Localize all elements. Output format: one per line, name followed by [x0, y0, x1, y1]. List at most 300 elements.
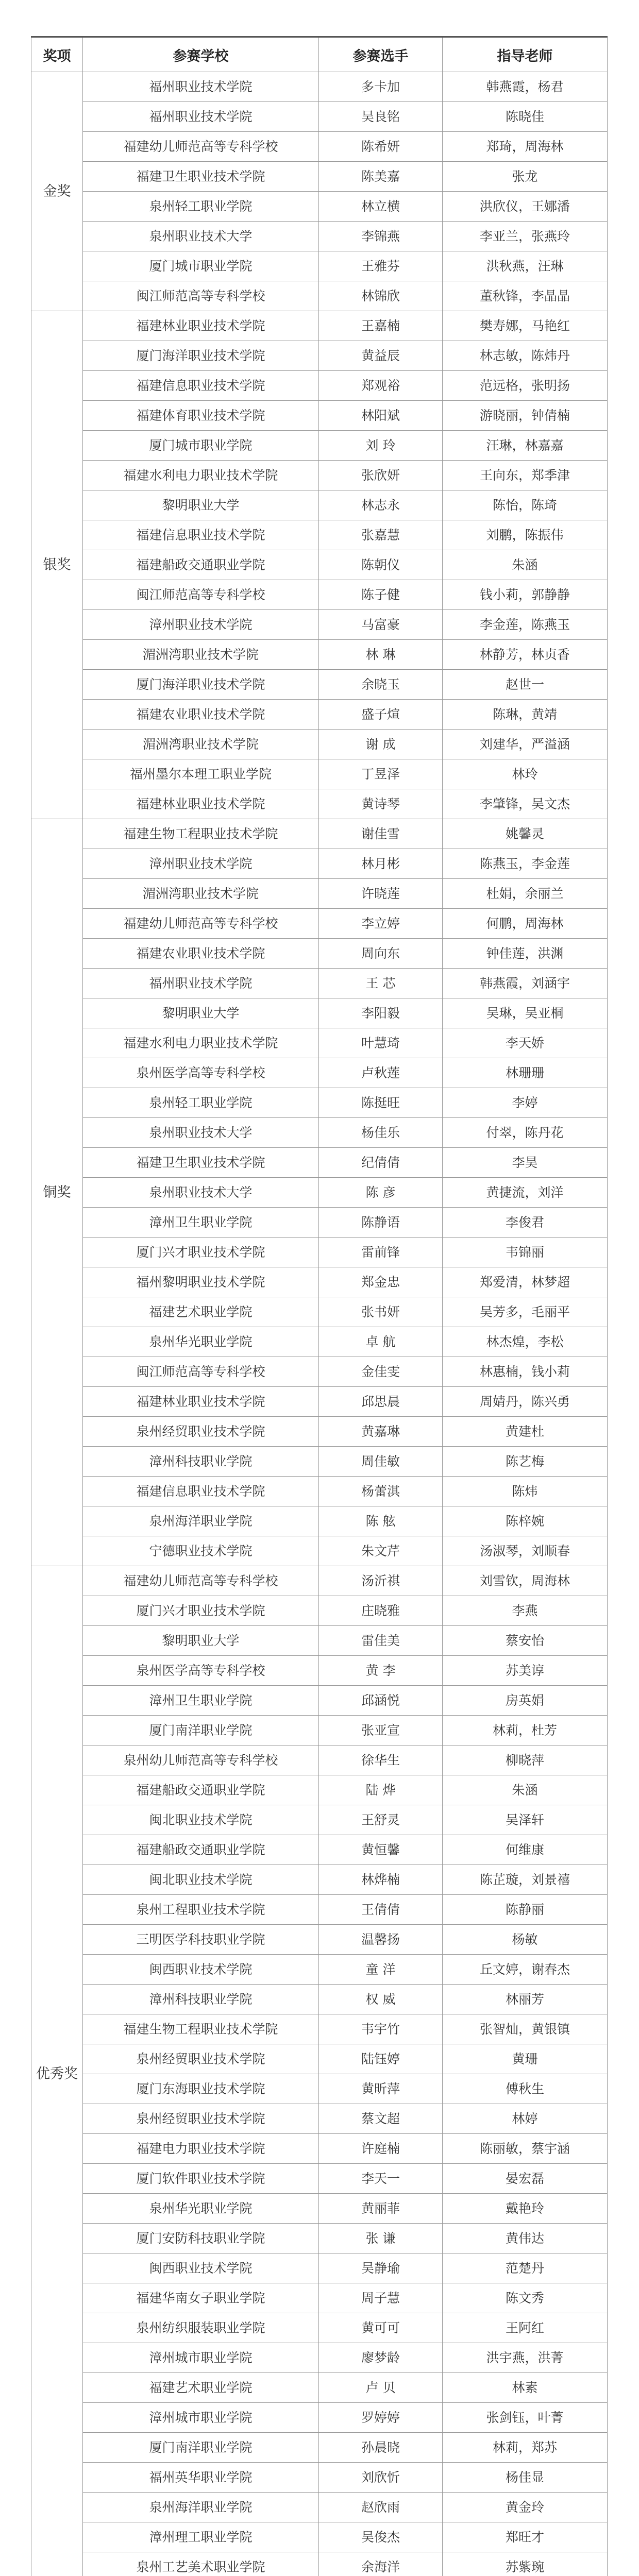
award-level-cell: 银奖 — [31, 311, 83, 819]
student-cell: 李立婷 — [319, 909, 443, 939]
student-cell: 林立横 — [319, 192, 443, 222]
table-row — [31, 1118, 608, 1148]
teacher-cell: 陈文秀 — [443, 2283, 608, 2313]
school-cell: 福建卫生职业技术学院 — [83, 162, 319, 192]
teacher-cell: 郑琦，周海林 — [443, 132, 608, 162]
school-cell: 福建生物工程职业技术学院 — [83, 819, 319, 849]
student-cell: 陈朝仪 — [319, 550, 443, 580]
student-cell: 卢秋莲 — [319, 1058, 443, 1088]
table-row — [31, 1596, 608, 1626]
table-row — [31, 879, 608, 909]
student-cell: 卢 贝 — [319, 2373, 443, 2403]
student-cell: 黄丽菲 — [319, 2194, 443, 2224]
table-row — [31, 1895, 608, 1925]
award-level-cell: 金奖 — [31, 72, 83, 311]
school-cell: 厦门南洋职业学院 — [83, 2433, 319, 2463]
school-cell: 闽西职业技术学院 — [83, 1955, 319, 1985]
student-cell: 韦宇竹 — [319, 2014, 443, 2044]
school-cell: 漳州科技职业学院 — [83, 1985, 319, 2014]
teacher-cell: 李金莲，陈燕玉 — [443, 610, 608, 640]
teacher-cell: 何鹏，周海林 — [443, 909, 608, 939]
school-cell: 泉州职业技术大学 — [83, 222, 319, 251]
table-row — [31, 2164, 608, 2194]
school-cell: 福建电力职业技术学院 — [83, 2134, 319, 2164]
teacher-cell: 陈静丽 — [443, 1895, 608, 1925]
student-cell: 吴良铭 — [319, 102, 443, 132]
table-row — [31, 2014, 608, 2044]
teacher-cell: 黄捷流，刘洋 — [443, 1178, 608, 1208]
teacher-cell: 韩燕霞，刘涵宇 — [443, 969, 608, 998]
school-cell: 福州职业技术学院 — [83, 102, 319, 132]
table-row — [31, 2253, 608, 2283]
table-row — [31, 789, 608, 819]
table-row — [31, 2134, 608, 2164]
student-cell: 雷佳美 — [319, 1626, 443, 1656]
school-cell: 福建农业职业技术学院 — [83, 700, 319, 730]
student-cell: 王舒灵 — [319, 1805, 443, 1835]
award-level-cell: 铜奖 — [31, 819, 83, 1566]
teacher-cell: 朱涵 — [443, 1775, 608, 1805]
table-row — [31, 939, 608, 969]
student-cell: 陈子健 — [319, 580, 443, 610]
table-row — [31, 550, 608, 580]
teacher-cell: 陈艺梅 — [443, 1447, 608, 1477]
school-cell: 厦门东海职业技术学院 — [83, 2074, 319, 2104]
student-cell: 林烨楠 — [319, 1865, 443, 1895]
school-cell: 泉州海洋职业学院 — [83, 1506, 319, 1536]
table-row — [31, 520, 608, 550]
table-row — [31, 969, 608, 998]
awards-table — [31, 36, 608, 2576]
school-cell: 厦门安防科技职业学院 — [83, 2224, 319, 2253]
table-row — [31, 700, 608, 730]
school-cell: 闽江师范高等专科学校 — [83, 1357, 319, 1387]
school-cell: 闽江师范高等专科学校 — [83, 580, 319, 610]
student-cell: 周向东 — [319, 939, 443, 969]
table-row — [31, 1327, 608, 1357]
school-cell: 福建生物工程职业技术学院 — [83, 2014, 319, 2044]
table-row — [31, 610, 608, 640]
student-cell: 雷前锋 — [319, 1238, 443, 1267]
student-cell: 黄恒馨 — [319, 1835, 443, 1865]
school-cell: 闽西职业技术学院 — [83, 2253, 319, 2283]
school-cell: 福建水利电力职业技术学院 — [83, 461, 319, 490]
student-cell: 盛子煊 — [319, 700, 443, 730]
table-row — [31, 730, 608, 759]
teacher-cell: 王向东，郑季津 — [443, 461, 608, 490]
student-cell: 张欣妍 — [319, 461, 443, 490]
student-cell: 谢佳雪 — [319, 819, 443, 849]
table-row — [31, 1716, 608, 1745]
student-cell: 王嘉楠 — [319, 311, 443, 341]
school-cell: 泉州轻工职业学院 — [83, 1088, 319, 1118]
teacher-cell: 林丽芳 — [443, 1985, 608, 2014]
school-cell: 福建水利电力职业技术学院 — [83, 1028, 319, 1058]
school-cell: 厦门南洋职业学院 — [83, 1716, 319, 1745]
teacher-cell: 朱涵 — [443, 550, 608, 580]
table-row — [31, 162, 608, 192]
teacher-cell: 杜娟，余丽兰 — [443, 879, 608, 909]
school-cell: 漳州城市职业学院 — [83, 2403, 319, 2433]
teacher-cell: 李天娇 — [443, 1028, 608, 1058]
school-cell: 泉州纺织服装职业学院 — [83, 2313, 319, 2343]
school-cell: 福建幼儿师范高等专科学校 — [83, 909, 319, 939]
student-cell: 赵欣雨 — [319, 2493, 443, 2522]
teacher-cell: 李燕 — [443, 1596, 608, 1626]
student-cell: 庄晓雅 — [319, 1596, 443, 1626]
school-cell: 泉州经贸职业技术学院 — [83, 2044, 319, 2074]
student-cell: 杨佳乐 — [319, 1118, 443, 1148]
school-cell: 湄洲湾职业技术学院 — [83, 730, 319, 759]
header-row — [31, 37, 608, 72]
table-row — [31, 1955, 608, 1985]
student-cell: 周佳敏 — [319, 1447, 443, 1477]
teacher-cell: 蔡安怡 — [443, 1626, 608, 1656]
school-cell: 泉州工程职业技术学院 — [83, 1895, 319, 1925]
student-cell: 徐华生 — [319, 1745, 443, 1775]
teacher-cell: 董秋锋，李晶晶 — [443, 281, 608, 311]
student-cell: 权 威 — [319, 1985, 443, 2014]
teacher-cell: 林玲 — [443, 759, 608, 789]
teacher-cell: 李俊君 — [443, 1208, 608, 1238]
teacher-cell: 林杰煌，李松 — [443, 1327, 608, 1357]
table-row — [31, 2343, 608, 2373]
school-cell: 福建林业职业技术学院 — [83, 311, 319, 341]
teacher-cell: 刘建华，严溢涵 — [443, 730, 608, 759]
student-cell: 林月彬 — [319, 849, 443, 879]
school-cell: 福建农业职业技术学院 — [83, 939, 319, 969]
teacher-cell: 丘文婷，谢春杰 — [443, 1955, 608, 1985]
student-cell: 余海洋 — [319, 2552, 443, 2576]
student-cell: 张书妍 — [319, 1297, 443, 1327]
student-cell: 李锦燕 — [319, 222, 443, 251]
table-row — [31, 371, 608, 401]
student-cell: 黄益辰 — [319, 341, 443, 371]
school-cell: 福建幼儿师范高等专科学校 — [83, 1566, 319, 1596]
teacher-cell: 赵世一 — [443, 670, 608, 700]
teacher-cell: 戴艳玲 — [443, 2194, 608, 2224]
school-cell: 厦门兴才职业技术学院 — [83, 1238, 319, 1267]
school-cell: 福州墨尔本理工职业学院 — [83, 759, 319, 789]
student-cell: 马富豪 — [319, 610, 443, 640]
student-cell: 郑观裕 — [319, 371, 443, 401]
teacher-cell: 李婷 — [443, 1088, 608, 1118]
school-cell: 泉州职业技术大学 — [83, 1178, 319, 1208]
table-row — [31, 1148, 608, 1178]
teacher-cell: 姚馨灵 — [443, 819, 608, 849]
table-row — [31, 1028, 608, 1058]
school-cell: 泉州海洋职业学院 — [83, 2493, 319, 2522]
student-cell: 黄嘉琳 — [319, 1417, 443, 1447]
school-cell: 厦门软件职业技术学院 — [83, 2164, 319, 2194]
school-cell: 漳州科技职业学院 — [83, 1447, 319, 1477]
teacher-cell: 苏美谆 — [443, 1656, 608, 1686]
teacher-cell: 何维康 — [443, 1835, 608, 1865]
table-row — [31, 1357, 608, 1387]
table-row — [31, 431, 608, 461]
student-cell: 刘 玲 — [319, 431, 443, 461]
table-row — [31, 998, 608, 1028]
table-row — [31, 1985, 608, 2014]
teacher-cell: 房英娟 — [443, 1686, 608, 1716]
school-cell: 福建信息职业技术学院 — [83, 371, 319, 401]
teacher-cell: 陈怡，陈琦 — [443, 490, 608, 520]
student-cell: 张 谦 — [319, 2224, 443, 2253]
teacher-cell: 陈丽敏，蔡宇涵 — [443, 2134, 608, 2164]
teacher-cell: 林志敏，陈炜丹 — [443, 341, 608, 371]
school-cell: 泉州轻工职业学院 — [83, 192, 319, 222]
school-cell: 泉州医学高等专科学校 — [83, 1058, 319, 1088]
table-row — [31, 490, 608, 520]
school-cell: 福州黎明职业技术学院 — [83, 1267, 319, 1297]
student-cell: 廖梦龄 — [319, 2343, 443, 2373]
table-row — [31, 1805, 608, 1835]
teacher-cell: 林珊珊 — [443, 1058, 608, 1088]
student-cell: 黄可可 — [319, 2313, 443, 2343]
student-cell: 谢 成 — [319, 730, 443, 759]
table-row — [31, 640, 608, 670]
student-cell: 蔡文超 — [319, 2104, 443, 2134]
student-cell: 林阳斌 — [319, 401, 443, 431]
school-cell: 漳州城市职业学院 — [83, 2343, 319, 2373]
student-cell: 黄 李 — [319, 1656, 443, 1686]
school-cell: 厦门城市职业学院 — [83, 251, 319, 281]
school-cell: 漳州职业技术学院 — [83, 849, 319, 879]
school-cell: 漳州卫生职业学院 — [83, 1208, 319, 1238]
teacher-cell: 吴芳多，毛丽平 — [443, 1297, 608, 1327]
teacher-cell: 刘鹏，陈振伟 — [443, 520, 608, 550]
table-row — [31, 759, 608, 789]
school-cell: 福州英华职业学院 — [83, 2463, 319, 2493]
student-cell: 黄昕萍 — [319, 2074, 443, 2104]
student-cell: 王雅芬 — [319, 251, 443, 281]
teacher-cell: 张智灿，黄银镇 — [443, 2014, 608, 2044]
school-cell: 福建艺术职业学院 — [83, 1297, 319, 1327]
table-row — [31, 849, 608, 879]
teacher-cell: 林莉，杜芳 — [443, 1716, 608, 1745]
table-row — [31, 1297, 608, 1327]
table-row — [31, 1835, 608, 1865]
school-cell: 福建船政交通职业学院 — [83, 1775, 319, 1805]
teacher-cell: 范楚丹 — [443, 2253, 608, 2283]
student-cell: 林志永 — [319, 490, 443, 520]
table-row — [31, 1686, 608, 1716]
table-row — [31, 1477, 608, 1506]
table-row — [31, 2552, 608, 2576]
teacher-cell: 郑旺才 — [443, 2522, 608, 2552]
table-row — [31, 2522, 608, 2552]
student-cell: 李天一 — [319, 2164, 443, 2194]
table-row — [31, 1925, 608, 1955]
teacher-cell: 林莉，郑苏 — [443, 2433, 608, 2463]
table-row — [31, 1417, 608, 1447]
teacher-cell: 张剑钰，叶菁 — [443, 2403, 608, 2433]
teacher-cell: 钟佳莲，洪渊 — [443, 939, 608, 969]
table-row — [31, 1208, 608, 1238]
student-cell: 陈美嘉 — [319, 162, 443, 192]
school-cell: 泉州华光职业学院 — [83, 1327, 319, 1357]
teacher-cell: 吴泽轩 — [443, 1805, 608, 1835]
table-row — [31, 2433, 608, 2463]
table-row — [31, 819, 608, 849]
student-cell: 汤沂祺 — [319, 1566, 443, 1596]
school-cell: 福建船政交通职业学院 — [83, 1835, 319, 1865]
table-row — [31, 670, 608, 700]
table-row — [31, 251, 608, 281]
school-cell: 漳州理工职业学院 — [83, 2522, 319, 2552]
student-cell: 金佳雯 — [319, 1357, 443, 1387]
teacher-cell: 黄建杜 — [443, 1417, 608, 1447]
school-cell: 黎明职业大学 — [83, 490, 319, 520]
header-school: 参赛学校 — [83, 37, 319, 72]
school-cell: 福建幼儿师范高等专科学校 — [83, 132, 319, 162]
school-cell: 福建信息职业技术学院 — [83, 1477, 319, 1506]
teacher-cell: 洪欣仪，王娜潘 — [443, 192, 608, 222]
student-cell: 陆 烨 — [319, 1775, 443, 1805]
table-row — [31, 102, 608, 132]
table-row — [31, 461, 608, 490]
table-row — [31, 1775, 608, 1805]
student-cell: 吴静瑜 — [319, 2253, 443, 2283]
school-cell: 福建体育职业技术学院 — [83, 401, 319, 431]
teacher-cell: 李亚兰，张燕玲 — [443, 222, 608, 251]
table-row — [31, 2463, 608, 2493]
teacher-cell: 汪琳，林嘉嘉 — [443, 431, 608, 461]
teacher-cell: 苏紫琬 — [443, 2552, 608, 2576]
student-cell: 张亚宣 — [319, 1716, 443, 1745]
table-row — [31, 2074, 608, 2104]
student-cell: 孙晨晓 — [319, 2433, 443, 2463]
student-cell: 陈静语 — [319, 1208, 443, 1238]
teacher-cell: 林婷 — [443, 2104, 608, 2134]
student-cell: 许庭楠 — [319, 2134, 443, 2164]
table-row — [31, 2194, 608, 2224]
teacher-cell: 陈梓婉 — [443, 1506, 608, 1536]
student-cell: 林 琳 — [319, 640, 443, 670]
table-row — [31, 2403, 608, 2433]
table-row — [31, 1178, 608, 1208]
teacher-cell: 林静芳，林贞香 — [443, 640, 608, 670]
teacher-cell: 付翠，陈丹花 — [443, 1118, 608, 1148]
school-cell: 福州职业技术学院 — [83, 72, 319, 102]
teacher-cell: 洪宇燕，洪菁 — [443, 2343, 608, 2373]
table-row — [31, 2493, 608, 2522]
student-cell: 李阳毅 — [319, 998, 443, 1028]
teacher-cell: 陈燕玉，李金莲 — [443, 849, 608, 879]
student-cell: 陈挺旺 — [319, 1088, 443, 1118]
teacher-cell: 韩燕霞，杨君 — [443, 72, 608, 102]
school-cell: 泉州经贸职业技术学院 — [83, 2104, 319, 2134]
school-cell: 黎明职业大学 — [83, 998, 319, 1028]
teacher-cell: 杨敏 — [443, 1925, 608, 1955]
school-cell: 湄洲湾职业技术学院 — [83, 879, 319, 909]
teacher-cell: 郑爱清，林梦超 — [443, 1267, 608, 1297]
school-cell: 泉州幼儿师范高等专科学校 — [83, 1745, 319, 1775]
table-row — [31, 1447, 608, 1477]
student-cell: 朱文芹 — [319, 1536, 443, 1566]
results-sheet — [31, 36, 607, 2576]
teacher-cell: 柳晓萍 — [443, 1745, 608, 1775]
teacher-cell: 陈晓佳 — [443, 102, 608, 132]
school-cell: 三明医学科技职业学院 — [83, 1925, 319, 1955]
student-cell: 黄诗琴 — [319, 789, 443, 819]
table-row — [31, 1506, 608, 1536]
school-cell: 福建信息职业技术学院 — [83, 520, 319, 550]
student-cell: 刘欣忻 — [319, 2463, 443, 2493]
teacher-cell: 林素 — [443, 2373, 608, 2403]
table-row — [31, 281, 608, 311]
table-row — [31, 1058, 608, 1088]
table-row — [31, 1656, 608, 1686]
school-cell: 泉州工艺美术职业学院 — [83, 2552, 319, 2576]
table-row — [31, 2224, 608, 2253]
teacher-cell: 黄金玲 — [443, 2493, 608, 2522]
table-row — [31, 2104, 608, 2134]
school-cell: 福建林业职业技术学院 — [83, 789, 319, 819]
student-cell: 陈 彦 — [319, 1178, 443, 1208]
school-cell: 福建艺术职业学院 — [83, 2373, 319, 2403]
student-cell: 纪倩倩 — [319, 1148, 443, 1178]
student-cell: 杨蕾淇 — [319, 1477, 443, 1506]
teacher-cell: 吴琳，吴亚桐 — [443, 998, 608, 1028]
student-cell: 王倩倩 — [319, 1895, 443, 1925]
school-cell: 泉州经贸职业技术学院 — [83, 1417, 319, 1447]
teacher-cell: 杨佳显 — [443, 2463, 608, 2493]
table-row — [31, 1566, 608, 1596]
table-row — [31, 1267, 608, 1297]
teacher-cell: 周婧丹，陈兴勇 — [443, 1387, 608, 1417]
table-row — [31, 909, 608, 939]
student-cell: 陈 舷 — [319, 1506, 443, 1536]
table-row — [31, 1865, 608, 1895]
teacher-cell: 洪秋燕，汪琳 — [443, 251, 608, 281]
school-cell: 厦门海洋职业技术学院 — [83, 670, 319, 700]
table-row — [31, 2373, 608, 2403]
school-cell: 闽北职业技术学院 — [83, 1805, 319, 1835]
table-row — [31, 1626, 608, 1656]
school-cell: 漳州职业技术学院 — [83, 610, 319, 640]
teacher-cell: 林惠楠，钱小莉 — [443, 1357, 608, 1387]
table-row — [31, 132, 608, 162]
school-cell: 泉州医学高等专科学校 — [83, 1656, 319, 1686]
teacher-cell: 黄伟达 — [443, 2224, 608, 2253]
table-row — [31, 2283, 608, 2313]
student-cell: 邱思晨 — [319, 1387, 443, 1417]
student-cell: 叶慧琦 — [319, 1028, 443, 1058]
student-cell: 童 洋 — [319, 1955, 443, 1985]
table-row — [31, 1745, 608, 1775]
teacher-cell: 陈琳，黄靖 — [443, 700, 608, 730]
school-cell: 福建卫生职业技术学院 — [83, 1148, 319, 1178]
teacher-cell: 刘雪钦，周海林 — [443, 1566, 608, 1596]
student-cell: 余晓玉 — [319, 670, 443, 700]
student-cell: 林锦欣 — [319, 281, 443, 311]
teacher-cell: 游晓丽，钟倩楠 — [443, 401, 608, 431]
table-row — [31, 1536, 608, 1566]
school-cell: 湄洲湾职业技术学院 — [83, 640, 319, 670]
teacher-cell: 陈炜 — [443, 1477, 608, 1506]
school-cell: 福建林业职业技术学院 — [83, 1387, 319, 1417]
school-cell: 厦门城市职业学院 — [83, 431, 319, 461]
student-cell: 邱涵悦 — [319, 1686, 443, 1716]
student-cell: 张嘉慧 — [319, 520, 443, 550]
school-cell: 厦门海洋职业技术学院 — [83, 341, 319, 371]
header-teacher: 指导老师 — [443, 37, 608, 72]
header-student: 参赛选手 — [319, 37, 443, 72]
student-cell: 丁昱泽 — [319, 759, 443, 789]
student-cell: 周子慧 — [319, 2283, 443, 2313]
school-cell: 漳州卫生职业学院 — [83, 1686, 319, 1716]
